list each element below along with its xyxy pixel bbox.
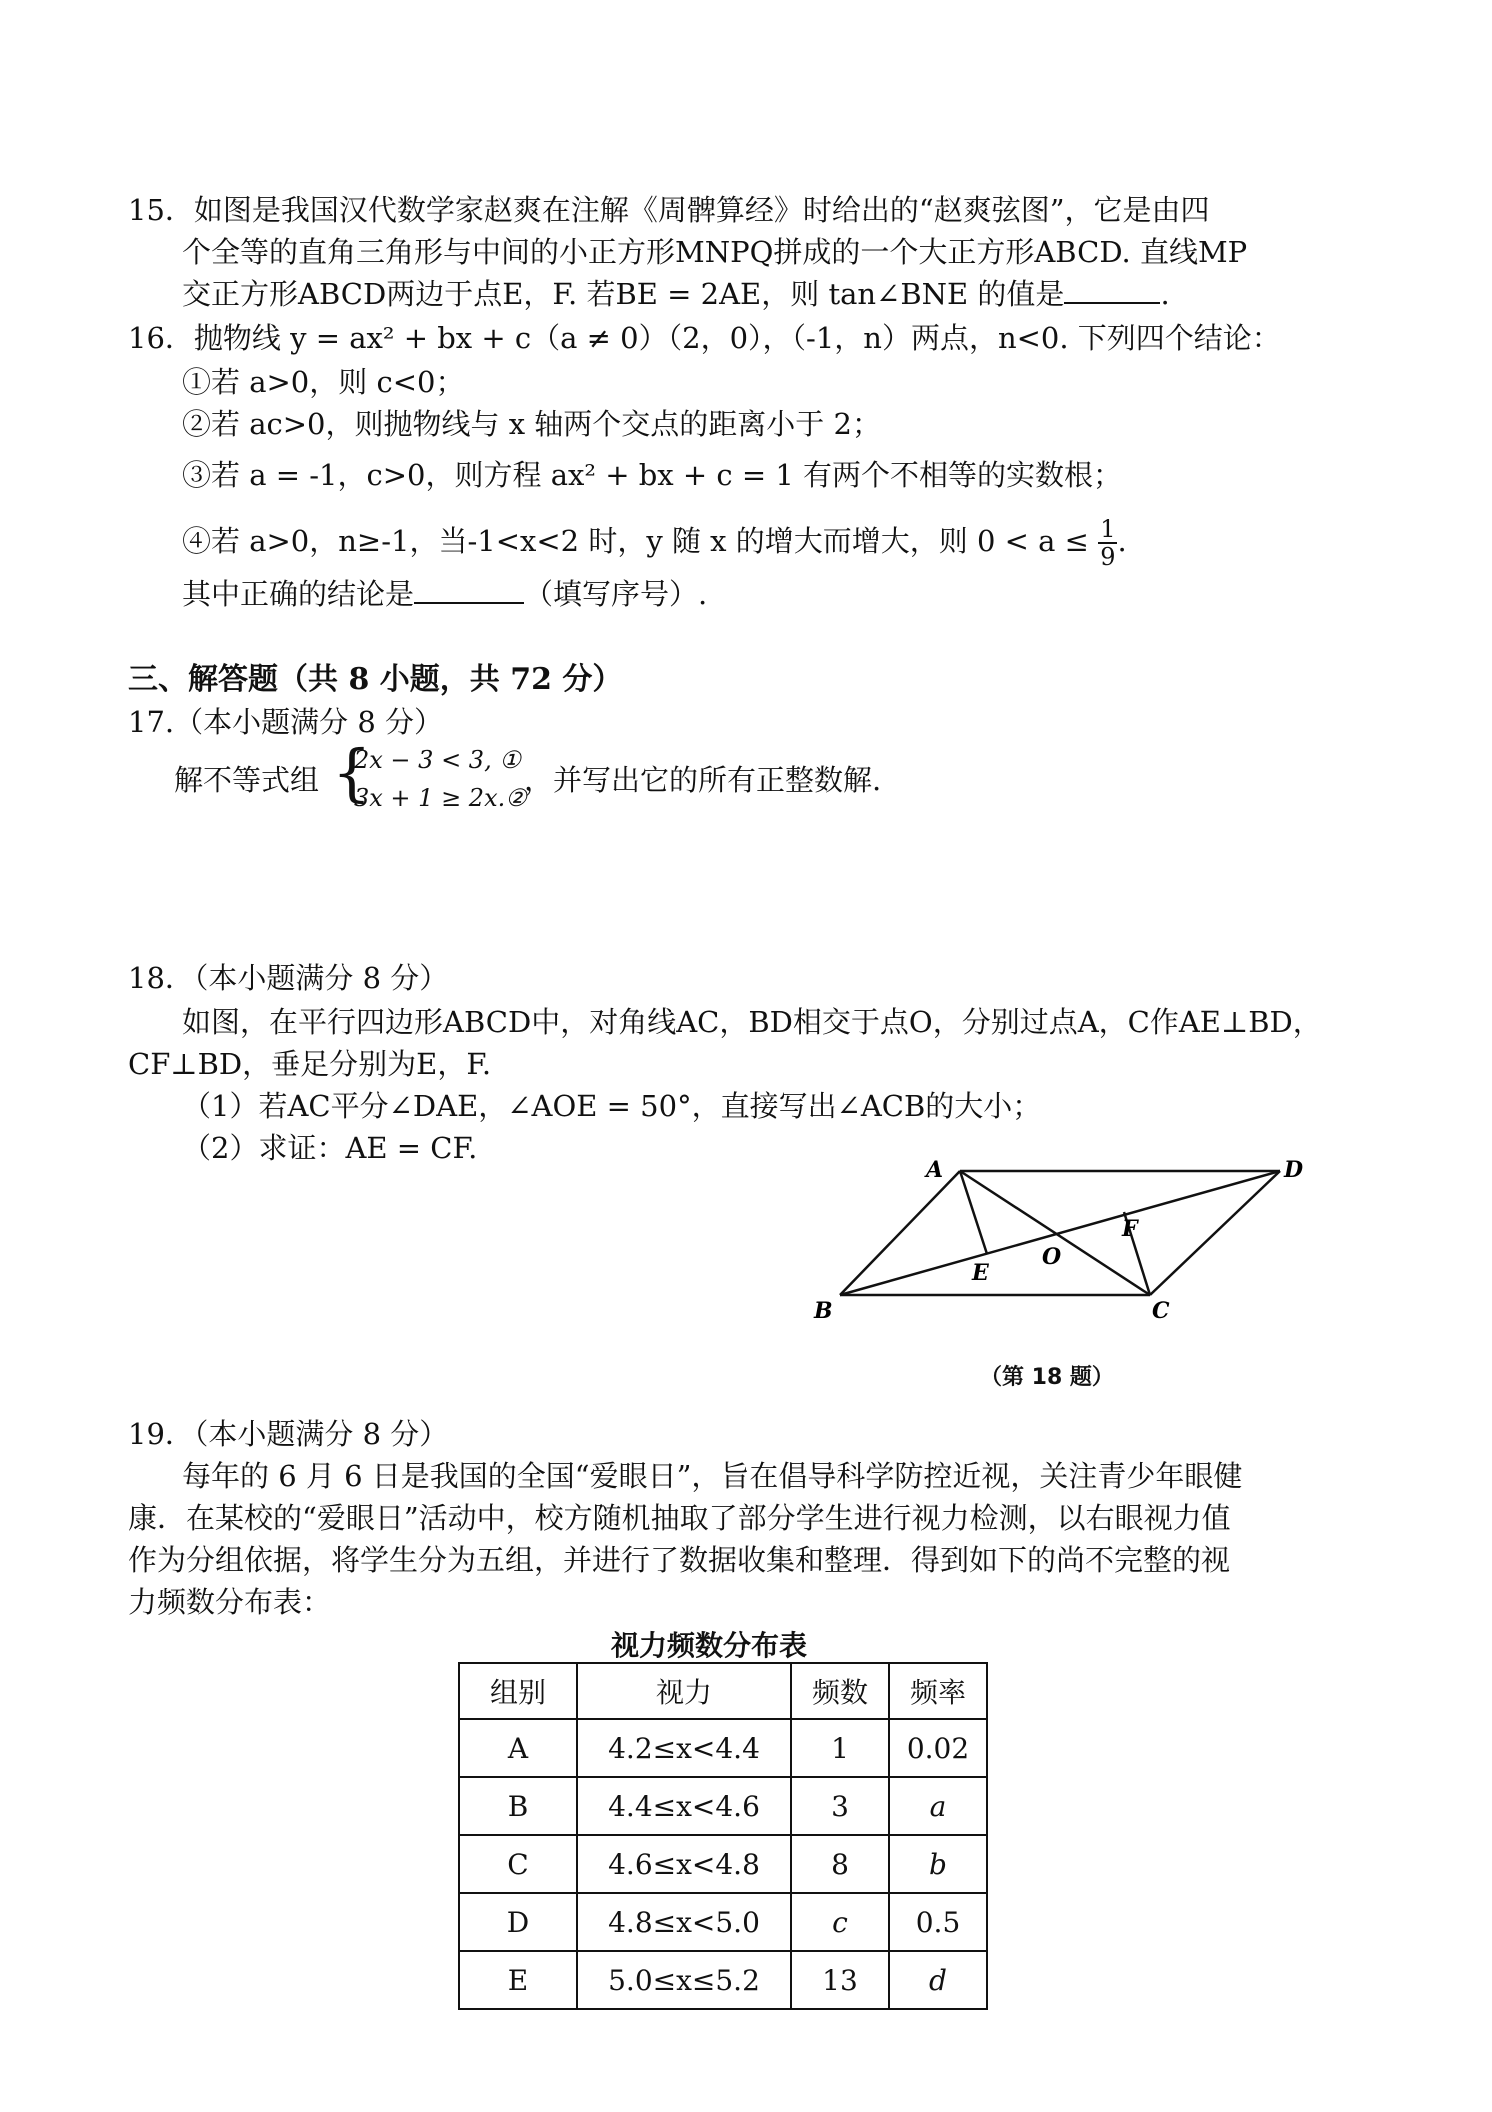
q18-line-1: 如图，在平行四边形ABCD中，对角线AC，BD相交于点O，分别过点A，C作AE⊥BD，: [182, 1005, 1322, 1039]
q16-conclusion-4-text: ④若 a>0，n≥-1，当-1<x<2 时，y 随 x 的增大而增大，则 0 < a ≤: [182, 524, 1089, 558]
cell-frequency: a: [889, 1777, 987, 1835]
fraction-one-ninth: [1098, 516, 1117, 570]
label-E: E: [972, 1260, 989, 1286]
label-D: D: [1284, 1157, 1304, 1183]
fraction-numerator: 1: [1100, 515, 1116, 543]
q19-heading: 19．（本小题满分 8 分）: [128, 1417, 449, 1451]
cell-group: A: [459, 1719, 577, 1777]
header-vision: 视力: [577, 1663, 791, 1719]
inequality-1: 2x − 3 < 3, ①: [354, 746, 521, 774]
q19-line-2: 康．在某校的“爱眼日”活动中，校方随机抽取了部分学生进行视力检测，以右眼视力值: [128, 1501, 1231, 1535]
q17-heading: 17.（本小题满分 8 分）: [128, 705, 444, 739]
q19-line-1: 每年的 6 月 6 日是我国的全国“爱眼日”，旨在倡导科学防控近视，关注青少年眼健: [182, 1459, 1243, 1493]
header-group: 组别: [459, 1663, 577, 1719]
q16-line-1: 16．抛物线 y = ax² + bx + c（a ≠ 0）（2，0），（-1，n）两点，n<0. 下列四个结论：: [128, 321, 1281, 355]
q16-conclusion-4-end: .: [1117, 524, 1127, 558]
segment-AB: [840, 1171, 960, 1295]
q15-line-3: [182, 274, 1170, 314]
figure-18-caption: （第 18 题）: [980, 1365, 1114, 1390]
q15-line-3-text: 交正方形ABCD两边于点E，F. 若BE = 2AE，则 tan∠BNE 的值是: [182, 277, 1065, 311]
q15-line-3-end: .: [1160, 277, 1170, 311]
cell-vision: 4.4≤x<4.6: [577, 1777, 791, 1835]
cell-vision: 5.0≤x≤5.2: [577, 1951, 791, 2009]
label-O: O: [1042, 1244, 1062, 1270]
cell-group: E: [459, 1951, 577, 2009]
q19-line-4: 力频数分布表：: [128, 1585, 332, 1619]
cell-group: B: [459, 1777, 577, 1835]
q16-conclusion-3: ③若 a = -1，c>0，则方程 ax² + bx + c = 1 有两个不相等的实数根；: [182, 458, 1123, 492]
q18-heading: 18．（本小题满分 8 分）: [128, 961, 449, 995]
cell-count: 13: [791, 1951, 889, 2009]
q19-line-3: 作为分组依据，将学生分为五组，并进行了数据收集和整理．得到如下的尚不完整的视: [128, 1543, 1231, 1577]
table-row: [459, 1951, 987, 2009]
cell-vision: 4.6≤x<4.8: [577, 1835, 791, 1893]
left-brace: {: [332, 736, 372, 809]
q15-line-1: 15．如图是我国汉代数学家赵爽在注解《周髀算经》时给出的“赵爽弦图”，它是由四: [128, 193, 1210, 227]
q16-answer-blank[interactable]: [414, 576, 524, 604]
table-title: 视力频数分布表: [611, 1629, 808, 1662]
table-row: [459, 1835, 987, 1893]
table-row: [459, 1777, 987, 1835]
parallelogram-figure: [800, 1140, 1320, 1340]
q16-conclusion-2: ②若 ac>0，则抛物线与 x 轴两个交点的距离小于 2；: [182, 407, 881, 441]
cell-group: D: [459, 1893, 577, 1951]
label-C: C: [1152, 1298, 1170, 1324]
table-row: [459, 1719, 987, 1777]
vision-frequency-table: [458, 1662, 988, 2010]
q18-part-1: （1）若AC平分∠DAE，∠AOE = 50°，直接写出∠ACB的大小；: [182, 1089, 1042, 1123]
cell-frequency: d: [889, 1951, 987, 2009]
q16-answer-hint: （填写序号）.: [524, 577, 708, 611]
q17-instruction: ，并写出它的所有正整数解.: [524, 763, 882, 797]
q16-answer-line: [182, 574, 707, 614]
cell-count: 1: [791, 1719, 889, 1777]
cell-group: C: [459, 1835, 577, 1893]
label-B: B: [814, 1298, 833, 1324]
cell-vision: 4.2≤x<4.4: [577, 1719, 791, 1777]
inequality-system: [332, 736, 532, 826]
label-F: F: [1122, 1216, 1138, 1242]
cell-count: c: [791, 1893, 889, 1951]
cell-vision: 4.8≤x<5.0: [577, 1893, 791, 1951]
header-frequency: 频率: [889, 1663, 987, 1719]
q16-answer-prompt: 其中正确的结论是: [182, 577, 415, 611]
q16-conclusion-1: ①若 a>0，则 c<0；: [182, 365, 465, 399]
q15-line-2: 个全等的直角三角形与中间的小正方形MNPQ拼成的一个大正方形ABCD. 直线MP: [182, 235, 1248, 269]
table-header-row: [459, 1663, 987, 1719]
segment-AE: [960, 1171, 987, 1254]
cell-frequency: b: [889, 1835, 987, 1893]
q18-line-2: CF⊥BD，垂足分别为E，F.: [128, 1047, 492, 1081]
header-count: 频数: [791, 1663, 889, 1719]
fraction-denominator: 9: [1100, 543, 1116, 571]
label-A: A: [926, 1157, 944, 1183]
cell-frequency: 0.5: [889, 1893, 987, 1951]
q17-prompt: 解不等式组: [174, 763, 320, 797]
cell-count: 3: [791, 1777, 889, 1835]
q16-conclusion-4: [182, 516, 1127, 570]
q18-part-2: （2）求证：AE = CF.: [182, 1131, 478, 1165]
inequality-2: 3x + 1 ≥ 2x.②: [354, 784, 527, 812]
section-3-heading: 三、解答题（共 8 小题，共 72 分）: [128, 662, 623, 697]
q15-answer-blank[interactable]: [1064, 276, 1160, 304]
cell-count: 8: [791, 1835, 889, 1893]
cell-frequency: 0.02: [889, 1719, 987, 1777]
table-row: [459, 1893, 987, 1951]
